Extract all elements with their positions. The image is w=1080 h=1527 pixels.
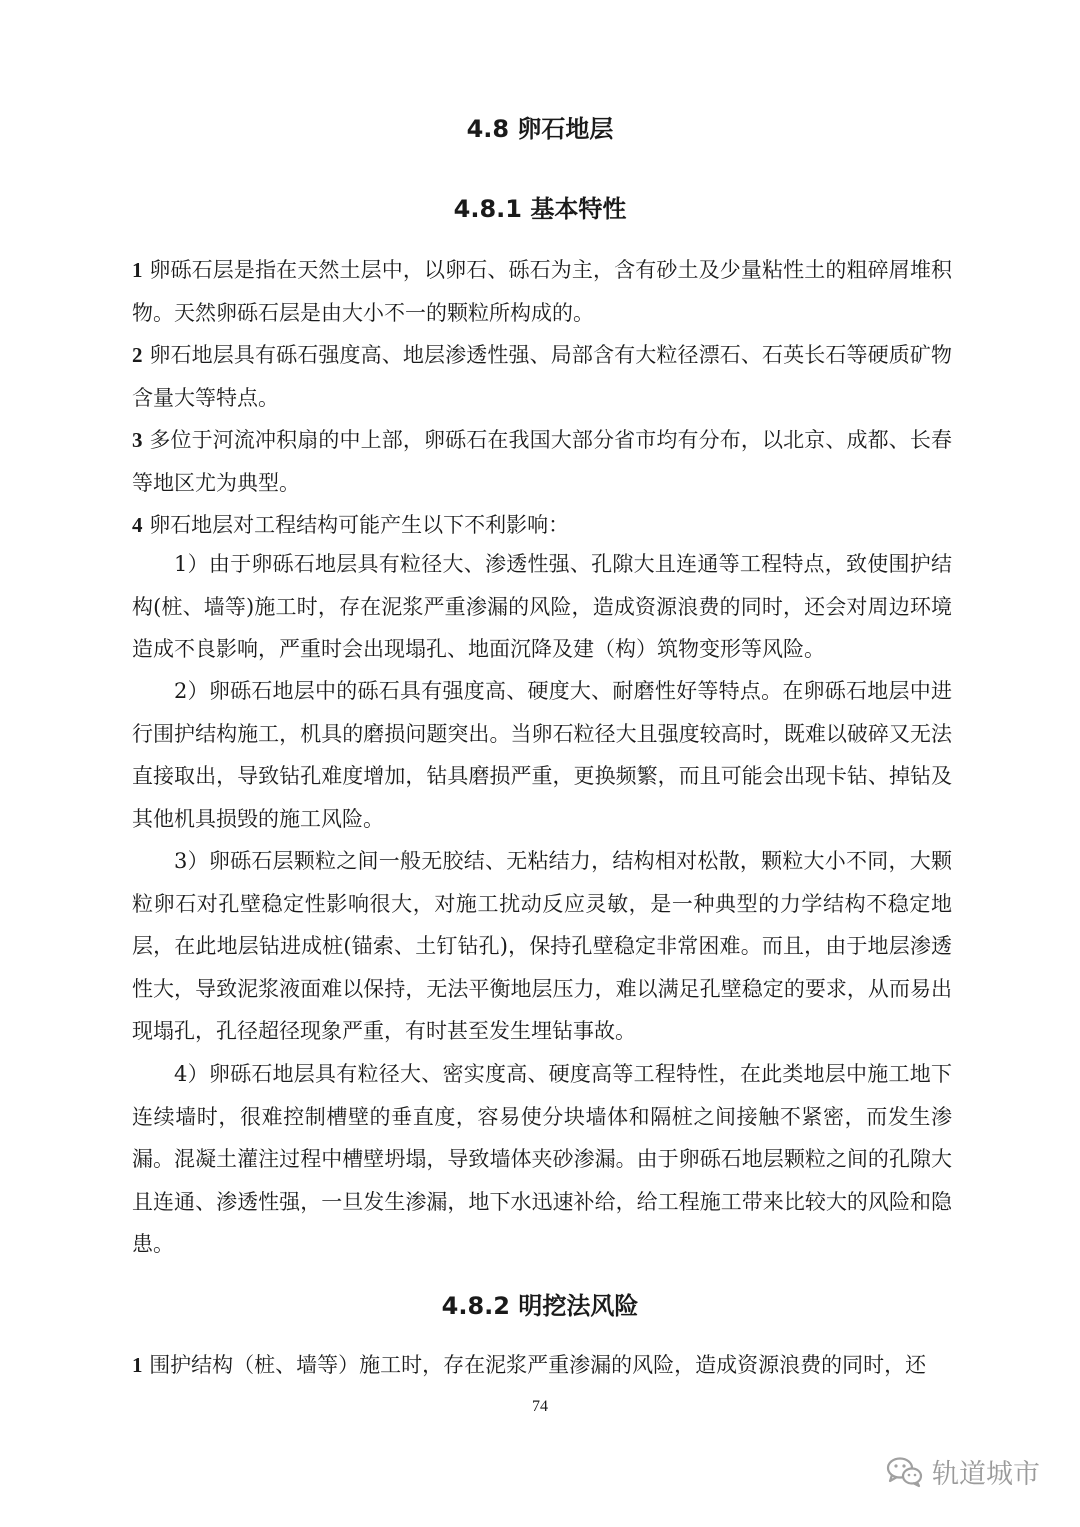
list-item [132, 249, 952, 334]
watermark [886, 1452, 1040, 1491]
sub-item: 2）卵砾石地层中的砾石具有强度高、硬度大、耐磨性好等特点。在卵砾石地层中进行围护结构施工，机具的磨损问题突出。当卵石粒径大且强度较高时，既难以破碎又无法直接取出，导致钻孔难度增加，钻具磨损严重，更换频繁，而且可能会出现卡钻、掉钻及其他机具损毁的施工风险。 [132, 679, 952, 831]
list-item [132, 1344, 952, 1387]
page-number: 74 [532, 1398, 548, 1415]
item-text: 多位于河流冲积扇的中上部，卵砾石在我国大部分省市均有分布，以北京、成都、长春等地区尤为典型。 [132, 428, 952, 495]
sub-item: 1）由于卵砾石地层具有粒径大、渗透性强、孔隙大且连通等工程特点，致使围护结构(桩、墙等)施工时，存在泥浆严重渗漏的风险，造成资源浪费的同时，还会对周边环境造成不良影响，严重时会出现塌孔、地面沉降及建（构）筑物变形等风险。 [132, 552, 952, 661]
section-heading-open-cut-risk: 4.8.2 明挖法风险 [441, 1292, 639, 1320]
item-number: 1 [132, 258, 143, 282]
section-heading-basic-properties: 4.8.1 基本特性 [453, 195, 627, 223]
sub-item: 4）卵砾石地层具有粒径大、密实度高、硬度高等工程特性，在此类地层中施工地下连续墙时，很难控制槽壁的垂直度，容易使分块墙体和隔桩之间接触不紧密，而发生渗漏。混凝土灌注过程中槽壁坍塌，导致墙体夹砂渗漏。由于卵砾石地层颗粒之间的孔隙大且连通、渗透性强，一旦发生渗漏，地下水迅速补给，给工程施工带来比较大的风险和隐患。 [132, 1062, 952, 1256]
item-number: 4 [132, 513, 143, 537]
page-title: 4.8 卵石地层 [466, 115, 614, 143]
sub-item: 3）卵砾石层颗粒之间一般无胶结、无粘结力，结构相对松散，颗粒大小不同，大颗粒卵石对孔壁稳定性影响很大，对施工扰动反应灵敏，是一种典型的力学结构不稳定地层，在此地层钻进成桩(锚索、土钉钻孔)，保持孔壁稳定非常困难。而且，由于地层渗透性大，导致泥浆液面难以保持，无法平衡地层压力，难以满足孔壁稳定的要求，从而易出现塌孔，孔径超径现象严重，有时甚至发生埋钻事故。 [132, 849, 952, 1043]
list-item [132, 419, 952, 504]
item-text: 围护结构（桩、墙等）施工时，存在泥浆严重渗漏的风险，造成资源浪费的同时，还 [149, 1353, 927, 1377]
item-text: 卵石地层对工程结构可能产生以下不利影响： [149, 513, 570, 537]
item-number: 1 [132, 1353, 143, 1377]
watermark-text: 轨道城市 [932, 1459, 1040, 1490]
list-item [132, 504, 952, 547]
list-item [132, 334, 952, 419]
item-number: 2 [132, 343, 143, 367]
item-number: 3 [132, 428, 143, 452]
item-text: 卵砾石层是指在天然土层中，以卵石、砾石为主，含有砂土及少量粘性土的粗碎屑堆积物。天然卵砾石层是由大小不一的颗粒所构成的。 [132, 258, 952, 325]
wechat-icon [886, 1456, 924, 1488]
item-text: 卵石地层具有砾石强度高、地层渗透性强、局部含有大粒径漂石、石英长石等硬质矿物含量大等特点。 [132, 343, 952, 410]
